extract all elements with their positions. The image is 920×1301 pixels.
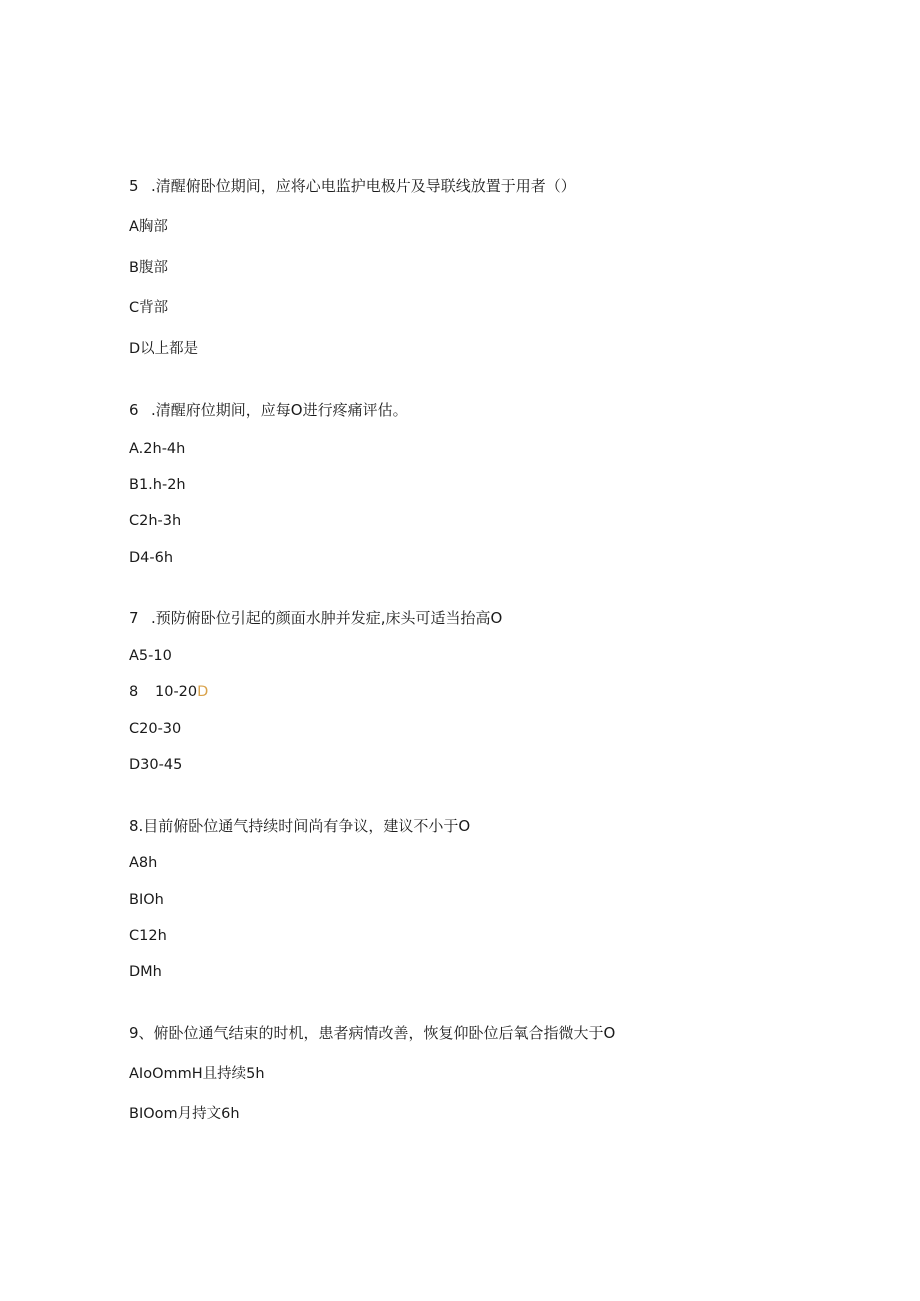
option-9a: AIoOmmH且持续5h [129,1066,265,1082]
question-number: 6 [129,401,139,419]
option-5c: C背部 [129,300,169,316]
option-9b: BIOom月持文6h [129,1106,240,1122]
option-6b: B1.h-2h [129,477,186,493]
question-6 [129,400,408,420]
option-5a: A胸部 [129,219,168,235]
option-8b: BIOh [129,892,164,908]
option-7a: A5-10 [129,648,172,664]
option-8c: C12h [129,928,167,944]
option-8d: DMh [129,964,162,980]
option-6d: D4-6h [129,550,174,566]
option-text: 10-20 [155,684,198,700]
question-9: 9、俯卧位通气结束的时机，患者病情改善，恢复仰卧位后氧合指微大于O [129,1024,616,1042]
option-5d: D以上都是 [129,341,199,357]
question-8: 8.目前俯卧位通气持续时间尚有争议，建议不小于O [129,817,471,835]
option-7c: C20-30 [129,721,182,737]
question-text: .清醒府位期间，应每O进行疼痛评估。 [151,401,408,419]
question-7 [129,608,502,628]
question-number: 5 [129,177,139,195]
misnumbered-label: 8 [129,684,139,700]
question-number: 7 [129,609,139,627]
option-6a: A.2h-4h [129,441,186,457]
option-6c: C2h-3h [129,513,182,529]
option-7b-misnumbered [129,682,208,702]
question-text: .清醒俯卧位期间，应将心电监护电极片及导联线放置于用者（） [151,177,576,195]
option-8a: A8h [129,855,158,871]
highlight-marker: D [197,684,209,700]
option-7d: D30-45 [129,757,183,773]
question-5 [129,176,576,196]
option-5b: B腹部 [129,260,168,276]
question-text: .预防俯卧位引起的颜面水肿并发症,床头可适当抬高O [151,609,503,627]
